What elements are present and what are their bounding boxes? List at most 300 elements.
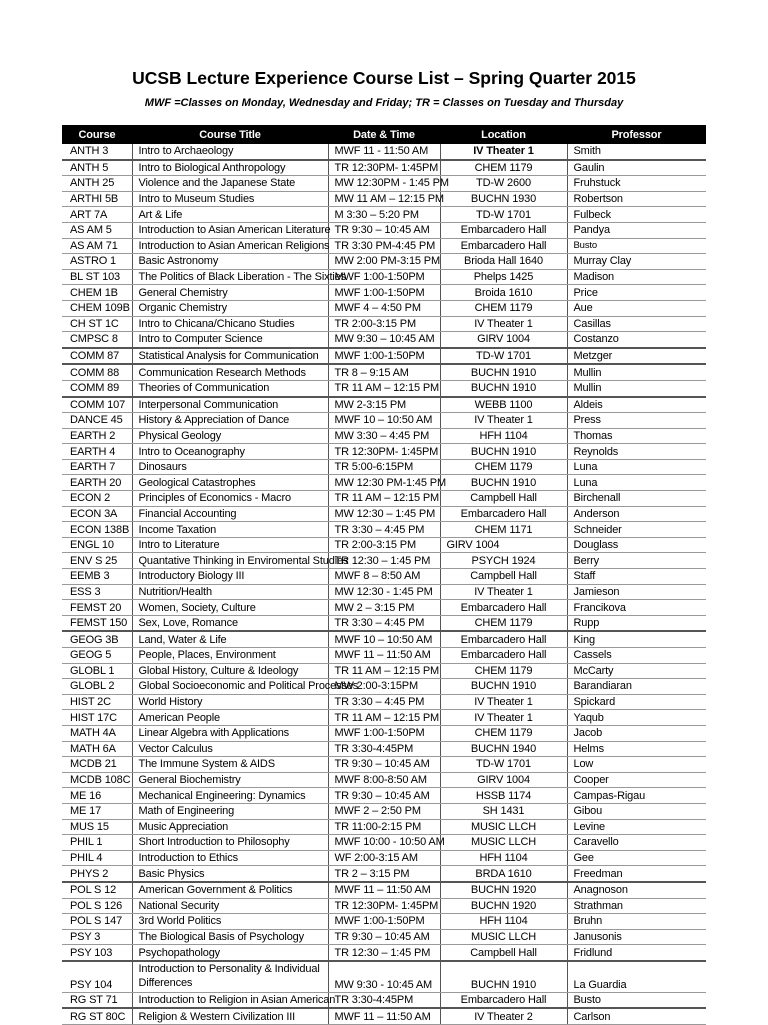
location-cell: Campbell Hall xyxy=(440,491,567,507)
course-title-cell: Music Appreciation xyxy=(132,819,328,835)
date-time-cell: TR 2:00-3:15 PM xyxy=(328,316,440,332)
course-title-cell: Introduction to Personality & Individual Differences xyxy=(132,961,328,993)
table-row xyxy=(62,191,706,207)
location-cell: Embarcadero Hall xyxy=(440,631,567,647)
location-cell: CHEM 1179 xyxy=(440,725,567,741)
table-row xyxy=(62,569,706,585)
date-time-cell: TR 2:00-3:15 PM xyxy=(328,537,440,553)
date-time-cell: MWF 8 – 8:50 AM xyxy=(328,569,440,585)
location-cell: CHEM 1171 xyxy=(440,522,567,538)
course-title-cell: World History xyxy=(132,694,328,710)
professor-cell: Busto xyxy=(567,992,706,1008)
location-cell: BUCHN 1910 xyxy=(440,364,567,380)
header-course-title: Course Title xyxy=(132,125,328,144)
professor-cell: Rupp xyxy=(567,615,706,631)
course-title-cell: National Security xyxy=(132,898,328,914)
professor-cell: Bruhn xyxy=(567,914,706,930)
course-code-cell: MCDB 108C xyxy=(62,772,132,788)
professor-cell: Freedman xyxy=(567,866,706,882)
professor-cell: Helms xyxy=(567,741,706,757)
table-row xyxy=(62,961,706,993)
date-time-cell: MWF 1:00-1:50PM xyxy=(328,914,440,930)
course-code-cell: MATH 6A xyxy=(62,741,132,757)
location-cell: Embarcadero Hall xyxy=(440,648,567,664)
course-title-cell: Financial Accounting xyxy=(132,506,328,522)
course-code-cell: RG ST 71 xyxy=(62,992,132,1008)
location-cell: IV Theater 1 xyxy=(440,316,567,332)
date-time-cell: MW 2:00 PM-3:15 PM xyxy=(328,254,440,270)
course-title-cell: Intro to Biological Anthropology xyxy=(132,160,328,176)
professor-cell: Robertson xyxy=(567,191,706,207)
professor-cell: La Guardia xyxy=(567,961,706,993)
course-title-cell: Intro to Museum Studies xyxy=(132,191,328,207)
course-title-cell: Global Socioeconomic and Political Processes xyxy=(132,679,328,695)
course-code-cell: ME 16 xyxy=(62,788,132,804)
course-code-cell: BL ST 103 xyxy=(62,269,132,285)
date-time-cell: MW 12:30 - 1:45 PM xyxy=(328,584,440,600)
professor-cell: Janusonis xyxy=(567,929,706,945)
date-time-cell: M 3:30 – 5:20 PM xyxy=(328,207,440,223)
course-title-cell: Introduction to Asian American Religions xyxy=(132,238,328,254)
professor-cell: Busto xyxy=(567,238,706,254)
date-time-cell: MW 3:30 – 4:45 PM xyxy=(328,428,440,444)
course-title-cell: The Immune System & AIDS xyxy=(132,757,328,773)
course-code-cell: PSY 103 xyxy=(62,945,132,961)
professor-cell: Casillas xyxy=(567,316,706,332)
course-title-cell: Introductory Biology III xyxy=(132,569,328,585)
page-title: UCSB Lecture Experience Course List – Spring Quarter 2015 xyxy=(132,68,636,88)
professor-cell: Birchenall xyxy=(567,491,706,507)
date-time-cell: MWF 8:00-8:50 AM xyxy=(328,772,440,788)
date-time-cell: MWF 11 – 11:50 AM xyxy=(328,1008,440,1024)
course-code-cell: ARTHI 5B xyxy=(62,191,132,207)
course-code-cell: PHIL 1 xyxy=(62,835,132,851)
date-time-cell: MWF 11 – 11:50 AM xyxy=(328,648,440,664)
table-row xyxy=(62,160,706,176)
date-time-cell: TR 3:30-4:45PM xyxy=(328,992,440,1008)
professor-cell: Barandiaran xyxy=(567,679,706,695)
location-cell: Embarcadero Hall xyxy=(440,222,567,238)
date-time-cell: MWF 10:00 - 10:50 AM xyxy=(328,835,440,851)
table-row xyxy=(62,772,706,788)
date-time-cell: MW 9:30 – 10:45 AM xyxy=(328,332,440,348)
course-code-cell: PSY 3 xyxy=(62,929,132,945)
course-code-cell: AS AM 5 xyxy=(62,222,132,238)
course-title-cell: Basic Astronomy xyxy=(132,254,328,270)
table-row xyxy=(62,553,706,569)
date-time-cell: MW 11 AM – 12:15 PM xyxy=(328,191,440,207)
table-row xyxy=(62,1008,706,1024)
location-cell: IV Theater 1 xyxy=(440,584,567,600)
course-title-cell: Sex, Love, Romance xyxy=(132,615,328,631)
professor-cell: Thomas xyxy=(567,428,706,444)
table-row xyxy=(62,757,706,773)
course-code-cell: ESS 3 xyxy=(62,584,132,600)
header-date-time: Date & Time xyxy=(328,125,440,144)
date-time-cell: MWF 2 – 2:50 PM xyxy=(328,803,440,819)
table-row xyxy=(62,332,706,348)
professor-cell: Fulbeck xyxy=(567,207,706,223)
course-code-cell: ANTH 5 xyxy=(62,160,132,176)
course-code-cell: GEOG 3B xyxy=(62,631,132,647)
professor-cell: Mullin xyxy=(567,364,706,380)
course-code-cell: ART 7A xyxy=(62,207,132,223)
course-title-cell: Psychopathology xyxy=(132,945,328,961)
location-cell: CHEM 1179 xyxy=(440,459,567,475)
location-cell: Campbell Hall xyxy=(440,569,567,585)
location-cell: IV Theater 1 xyxy=(440,413,567,429)
course-title-cell: Land, Water & Life xyxy=(132,631,328,647)
table-row xyxy=(62,316,706,332)
table-row xyxy=(62,269,706,285)
professor-cell: Gibou xyxy=(567,803,706,819)
course-code-cell: ECON 138B xyxy=(62,522,132,538)
course-code-cell: POL S 126 xyxy=(62,898,132,914)
date-time-cell: TR 2 – 3:15 PM xyxy=(328,866,440,882)
date-time-cell: MW 2-3:15 PM xyxy=(328,397,440,413)
date-time-cell: TR 9:30 – 10:45 AM xyxy=(328,757,440,773)
course-code-cell: COMM 87 xyxy=(62,348,132,365)
table-row xyxy=(62,428,706,444)
course-code-cell: ASTRO 1 xyxy=(62,254,132,270)
course-code-cell: HIST 17C xyxy=(62,710,132,726)
table-row xyxy=(62,788,706,804)
course-title-cell: Principles of Economics - Macro xyxy=(132,491,328,507)
course-title-cell: Short Introduction to Philosophy xyxy=(132,835,328,851)
table-row xyxy=(62,475,706,491)
course-table xyxy=(62,125,706,1025)
table-row xyxy=(62,491,706,507)
course-title-cell: Intro to Literature xyxy=(132,537,328,553)
course-title-cell: Violence and the Japanese State xyxy=(132,176,328,192)
location-cell: CHEM 1179 xyxy=(440,160,567,176)
table-row xyxy=(62,364,706,380)
professor-cell: Aldeis xyxy=(567,397,706,413)
table-row xyxy=(62,914,706,930)
schedule-legend: MWF =Classes on Monday, Wednesday and Friday; TR = Classes on Tuesday and Thursday xyxy=(144,97,624,109)
professor-cell: Fruhstuck xyxy=(567,176,706,192)
course-title-cell: American Government & Politics xyxy=(132,882,328,898)
date-time-cell: MWF 1:00-1:50PM xyxy=(328,269,440,285)
professor-cell: Caravello xyxy=(567,835,706,851)
course-title-cell: Quantative Thinking in Enviromental Studies xyxy=(132,553,328,569)
table-row xyxy=(62,803,706,819)
professor-cell: Anagnoson xyxy=(567,882,706,898)
table-row xyxy=(62,380,706,396)
course-code-cell: ENGL 10 xyxy=(62,537,132,553)
header-professor: Professor xyxy=(567,125,706,144)
course-title-cell: Intro to Archaeology xyxy=(132,144,328,160)
professor-cell: Costanzo xyxy=(567,332,706,348)
course-code-cell: GLOBL 1 xyxy=(62,663,132,679)
course-title-cell: Mechanical Engineering: Dynamics xyxy=(132,788,328,804)
professor-cell: Spickard xyxy=(567,694,706,710)
professor-cell: Staff xyxy=(567,569,706,585)
location-cell: BUCHN 1910 xyxy=(440,380,567,396)
course-title-cell: General Biochemistry xyxy=(132,772,328,788)
date-time-cell: TR 3:30-4:45PM xyxy=(328,741,440,757)
location-cell: TD-W 2600 xyxy=(440,176,567,192)
course-code-cell: AS AM 71 xyxy=(62,238,132,254)
date-time-cell: TR 3:30 – 4:45 PM xyxy=(328,522,440,538)
course-title-cell: Vector Calculus xyxy=(132,741,328,757)
date-time-cell: TR 9:30 – 10:45 AM xyxy=(328,929,440,945)
professor-cell: McCarty xyxy=(567,663,706,679)
course-title-cell: General Chemistry xyxy=(132,285,328,301)
date-time-cell: MWF 4 – 4:50 PM xyxy=(328,300,440,316)
location-cell: MUSIC LLCH xyxy=(440,929,567,945)
table-row xyxy=(62,929,706,945)
location-cell: Campbell Hall xyxy=(440,945,567,961)
location-cell: SH 1431 xyxy=(440,803,567,819)
date-time-cell: MW 12:30 – 1:45 PM xyxy=(328,506,440,522)
date-time-cell: TR 3:30 – 4:45 PM xyxy=(328,615,440,631)
professor-cell: Cooper xyxy=(567,772,706,788)
course-title-cell: Interpersonal Communication xyxy=(132,397,328,413)
professor-cell: Fridlund xyxy=(567,945,706,961)
location-cell: TD-W 1701 xyxy=(440,757,567,773)
course-title-cell: History & Appreciation of Dance xyxy=(132,413,328,429)
table-row xyxy=(62,222,706,238)
course-code-cell: COMM 89 xyxy=(62,380,132,396)
table-row xyxy=(62,882,706,898)
location-cell: CHEM 1179 xyxy=(440,663,567,679)
course-code-cell: PSY 104 xyxy=(62,961,132,993)
date-time-cell: MW 2 – 3:15 PM xyxy=(328,600,440,616)
location-cell: GIRV 1004 xyxy=(440,537,567,553)
course-code-cell: ECON 3A xyxy=(62,506,132,522)
location-cell: BUCHN 1920 xyxy=(440,882,567,898)
location-cell: HFH 1104 xyxy=(440,850,567,866)
table-row xyxy=(62,866,706,882)
course-code-cell: CMPSC 8 xyxy=(62,332,132,348)
header-location: Location xyxy=(440,125,567,144)
professor-cell: Reynolds xyxy=(567,444,706,460)
course-code-cell: COMM 88 xyxy=(62,364,132,380)
course-title-cell: Intro to Chicana/Chicano Studies xyxy=(132,316,328,332)
professor-cell: Aue xyxy=(567,300,706,316)
location-cell: CHEM 1179 xyxy=(440,615,567,631)
professor-cell: Metzger xyxy=(567,348,706,365)
location-cell: MUSIC LLCH xyxy=(440,819,567,835)
professor-cell: Campas-Rigau xyxy=(567,788,706,804)
course-code-cell: CH ST 1C xyxy=(62,316,132,332)
course-title-cell: American People xyxy=(132,710,328,726)
date-time-cell: MW 12:30 PM-1:45 PM xyxy=(328,475,440,491)
location-cell: Embarcadero Hall xyxy=(440,600,567,616)
course-title-cell: Organic Chemistry xyxy=(132,300,328,316)
course-title-cell: Math of Engineering xyxy=(132,803,328,819)
course-title-cell: Intro to Computer Science xyxy=(132,332,328,348)
professor-cell: Press xyxy=(567,413,706,429)
location-cell: GIRV 1004 xyxy=(440,332,567,348)
date-time-cell: MWF 11 - 11:50 AM xyxy=(328,144,440,160)
course-code-cell: EEMB 3 xyxy=(62,569,132,585)
course-code-cell: GLOBL 2 xyxy=(62,679,132,695)
course-title-cell: Introduction to Ethics xyxy=(132,850,328,866)
professor-cell: Jacob xyxy=(567,725,706,741)
location-cell: BUCHN 1910 xyxy=(440,475,567,491)
location-cell: IV Theater 1 xyxy=(440,144,567,160)
course-code-cell: EARTH 2 xyxy=(62,428,132,444)
date-time-cell: TR 11 AM – 12:15 PM xyxy=(328,663,440,679)
course-code-cell: ECON 2 xyxy=(62,491,132,507)
date-time-cell: MWF 11 – 11:50 AM xyxy=(328,882,440,898)
professor-cell: Levine xyxy=(567,819,706,835)
table-row xyxy=(62,506,706,522)
course-title-cell: Introduction to Asian American Literature xyxy=(132,222,328,238)
course-code-cell: EARTH 7 xyxy=(62,459,132,475)
professor-cell: Pandya xyxy=(567,222,706,238)
course-title-cell: Nutrition/Health xyxy=(132,584,328,600)
professor-cell: Anderson xyxy=(567,506,706,522)
course-title-cell: Statistical Analysis for Communication xyxy=(132,348,328,365)
professor-cell: Strathman xyxy=(567,898,706,914)
course-code-cell: POL S 12 xyxy=(62,882,132,898)
table-body xyxy=(62,144,706,1025)
course-code-cell: COMM 107 xyxy=(62,397,132,413)
course-code-cell: MCDB 21 xyxy=(62,757,132,773)
table-row xyxy=(62,144,706,160)
professor-cell: Luna xyxy=(567,459,706,475)
table-row xyxy=(62,285,706,301)
date-time-cell: TR 11 AM – 12:15 PM xyxy=(328,491,440,507)
table-row xyxy=(62,648,706,664)
location-cell: BUCHN 1940 xyxy=(440,741,567,757)
course-title-cell: The Biological Basis of Psychology xyxy=(132,929,328,945)
course-code-cell: PHYS 2 xyxy=(62,866,132,882)
professor-cell: Berry xyxy=(567,553,706,569)
location-cell: Brioda Hall 1640 xyxy=(440,254,567,270)
location-cell: Embarcadero Hall xyxy=(440,992,567,1008)
date-time-cell: TR 5:00-6:15PM xyxy=(328,459,440,475)
location-cell: Broida 1610 xyxy=(440,285,567,301)
table-row xyxy=(62,238,706,254)
location-cell: HSSB 1174 xyxy=(440,788,567,804)
location-cell: IV Theater 1 xyxy=(440,694,567,710)
location-cell: TD-W 1701 xyxy=(440,348,567,365)
date-time-cell: MWF 10 – 10:50 AM xyxy=(328,413,440,429)
course-code-cell: MATH 4A xyxy=(62,725,132,741)
date-time-cell: TR 11:00-2:15 PM xyxy=(328,819,440,835)
professor-cell: Smith xyxy=(567,144,706,160)
professor-cell: Cassels xyxy=(567,648,706,664)
course-code-cell: EARTH 20 xyxy=(62,475,132,491)
table-row xyxy=(62,898,706,914)
location-cell: BUCHN 1920 xyxy=(440,898,567,914)
date-time-cell: MWF 10 – 10:50 AM xyxy=(328,631,440,647)
location-cell: HFH 1104 xyxy=(440,428,567,444)
table-row xyxy=(62,207,706,223)
course-code-cell: GEOG 5 xyxy=(62,648,132,664)
course-title-cell: Religion & Western Civilization III xyxy=(132,1008,328,1024)
location-cell: HFH 1104 xyxy=(440,914,567,930)
table-row xyxy=(62,254,706,270)
course-title-cell: Income Taxation xyxy=(132,522,328,538)
location-cell: CHEM 1179 xyxy=(440,300,567,316)
course-title-cell: Women, Society, Culture xyxy=(132,600,328,616)
course-title-cell: Dinosaurs xyxy=(132,459,328,475)
date-time-cell: TR 3:30 PM-4:45 PM xyxy=(328,238,440,254)
professor-cell: Yaqub xyxy=(567,710,706,726)
date-time-cell: MWF 1:00-1:50PM xyxy=(328,348,440,365)
date-time-cell: TR 11 AM – 12:15 PM xyxy=(328,380,440,396)
date-time-cell: TR 12:30 – 1:45 PM xyxy=(328,945,440,961)
location-cell: MUSIC LLCH xyxy=(440,835,567,851)
table-row xyxy=(62,819,706,835)
location-cell: TD-W 1701 xyxy=(440,207,567,223)
date-time-cell: TR 3:30 – 4:45 PM xyxy=(328,694,440,710)
location-cell: WEBB 1100 xyxy=(440,397,567,413)
location-cell: BRDA 1610 xyxy=(440,866,567,882)
course-title-cell: 3rd World Politics xyxy=(132,914,328,930)
course-code-cell: PHIL 4 xyxy=(62,850,132,866)
table-row xyxy=(62,413,706,429)
professor-cell: Jamieson xyxy=(567,584,706,600)
table-row xyxy=(62,348,706,365)
professor-cell: Francikova xyxy=(567,600,706,616)
location-cell: IV Theater 1 xyxy=(440,710,567,726)
professor-cell: Douglass xyxy=(567,537,706,553)
professor-cell: Murray Clay xyxy=(567,254,706,270)
professor-cell: Low xyxy=(567,757,706,773)
table-row xyxy=(62,710,706,726)
header-course: Course xyxy=(62,125,132,144)
course-code-cell: ANTH 25 xyxy=(62,176,132,192)
professor-cell: Mullin xyxy=(567,380,706,396)
course-code-cell: ANTH 3 xyxy=(62,144,132,160)
course-code-cell: POL S 147 xyxy=(62,914,132,930)
date-time-cell: TR 9:30 – 10:45 AM xyxy=(328,222,440,238)
course-title-cell: Introduction to Religion in Asian American xyxy=(132,992,328,1008)
table-row xyxy=(62,631,706,647)
course-code-cell: CHEM 109B xyxy=(62,300,132,316)
location-cell: BUCHN 1910 xyxy=(440,679,567,695)
date-time-cell: MW 2:00-3:15PM xyxy=(328,679,440,695)
table-row xyxy=(62,176,706,192)
course-title-cell: Basic Physics xyxy=(132,866,328,882)
date-time-cell: WF 2:00-3:15 AM xyxy=(328,850,440,866)
table-row xyxy=(62,397,706,413)
location-cell: BUCHN 1930 xyxy=(440,191,567,207)
course-title-cell: Geological Catastrophes xyxy=(132,475,328,491)
table-row xyxy=(62,741,706,757)
course-title-cell: Global History, Culture & Ideology xyxy=(132,663,328,679)
date-time-cell: TR 12:30PM- 1:45PM xyxy=(328,444,440,460)
location-cell: GIRV 1004 xyxy=(440,772,567,788)
location-cell: PSYCH 1924 xyxy=(440,553,567,569)
date-time-cell: TR 11 AM – 12:15 PM xyxy=(328,710,440,726)
date-time-cell: MW 9:30 - 10:45 AM xyxy=(328,961,440,993)
date-time-cell: MWF 1:00-1:50PM xyxy=(328,725,440,741)
location-cell: Embarcadero Hall xyxy=(440,238,567,254)
professor-cell: Carlson xyxy=(567,1008,706,1024)
course-code-cell: RG ST 80C xyxy=(62,1008,132,1024)
table-row xyxy=(62,584,706,600)
course-code-cell: ME 17 xyxy=(62,803,132,819)
table-row xyxy=(62,694,706,710)
table-row xyxy=(62,663,706,679)
date-time-cell: MWF 1:00-1:50PM xyxy=(328,285,440,301)
date-time-cell: MW 12:30PM - 1:45 PM xyxy=(328,176,440,192)
date-time-cell: TR 9:30 – 10:45 AM xyxy=(328,788,440,804)
table-row xyxy=(62,522,706,538)
course-code-cell: DANCE 45 xyxy=(62,413,132,429)
table-row xyxy=(62,300,706,316)
date-time-cell: TR 8 – 9:15 AM xyxy=(328,364,440,380)
table-row xyxy=(62,444,706,460)
course-title-cell: Art & Life xyxy=(132,207,328,223)
